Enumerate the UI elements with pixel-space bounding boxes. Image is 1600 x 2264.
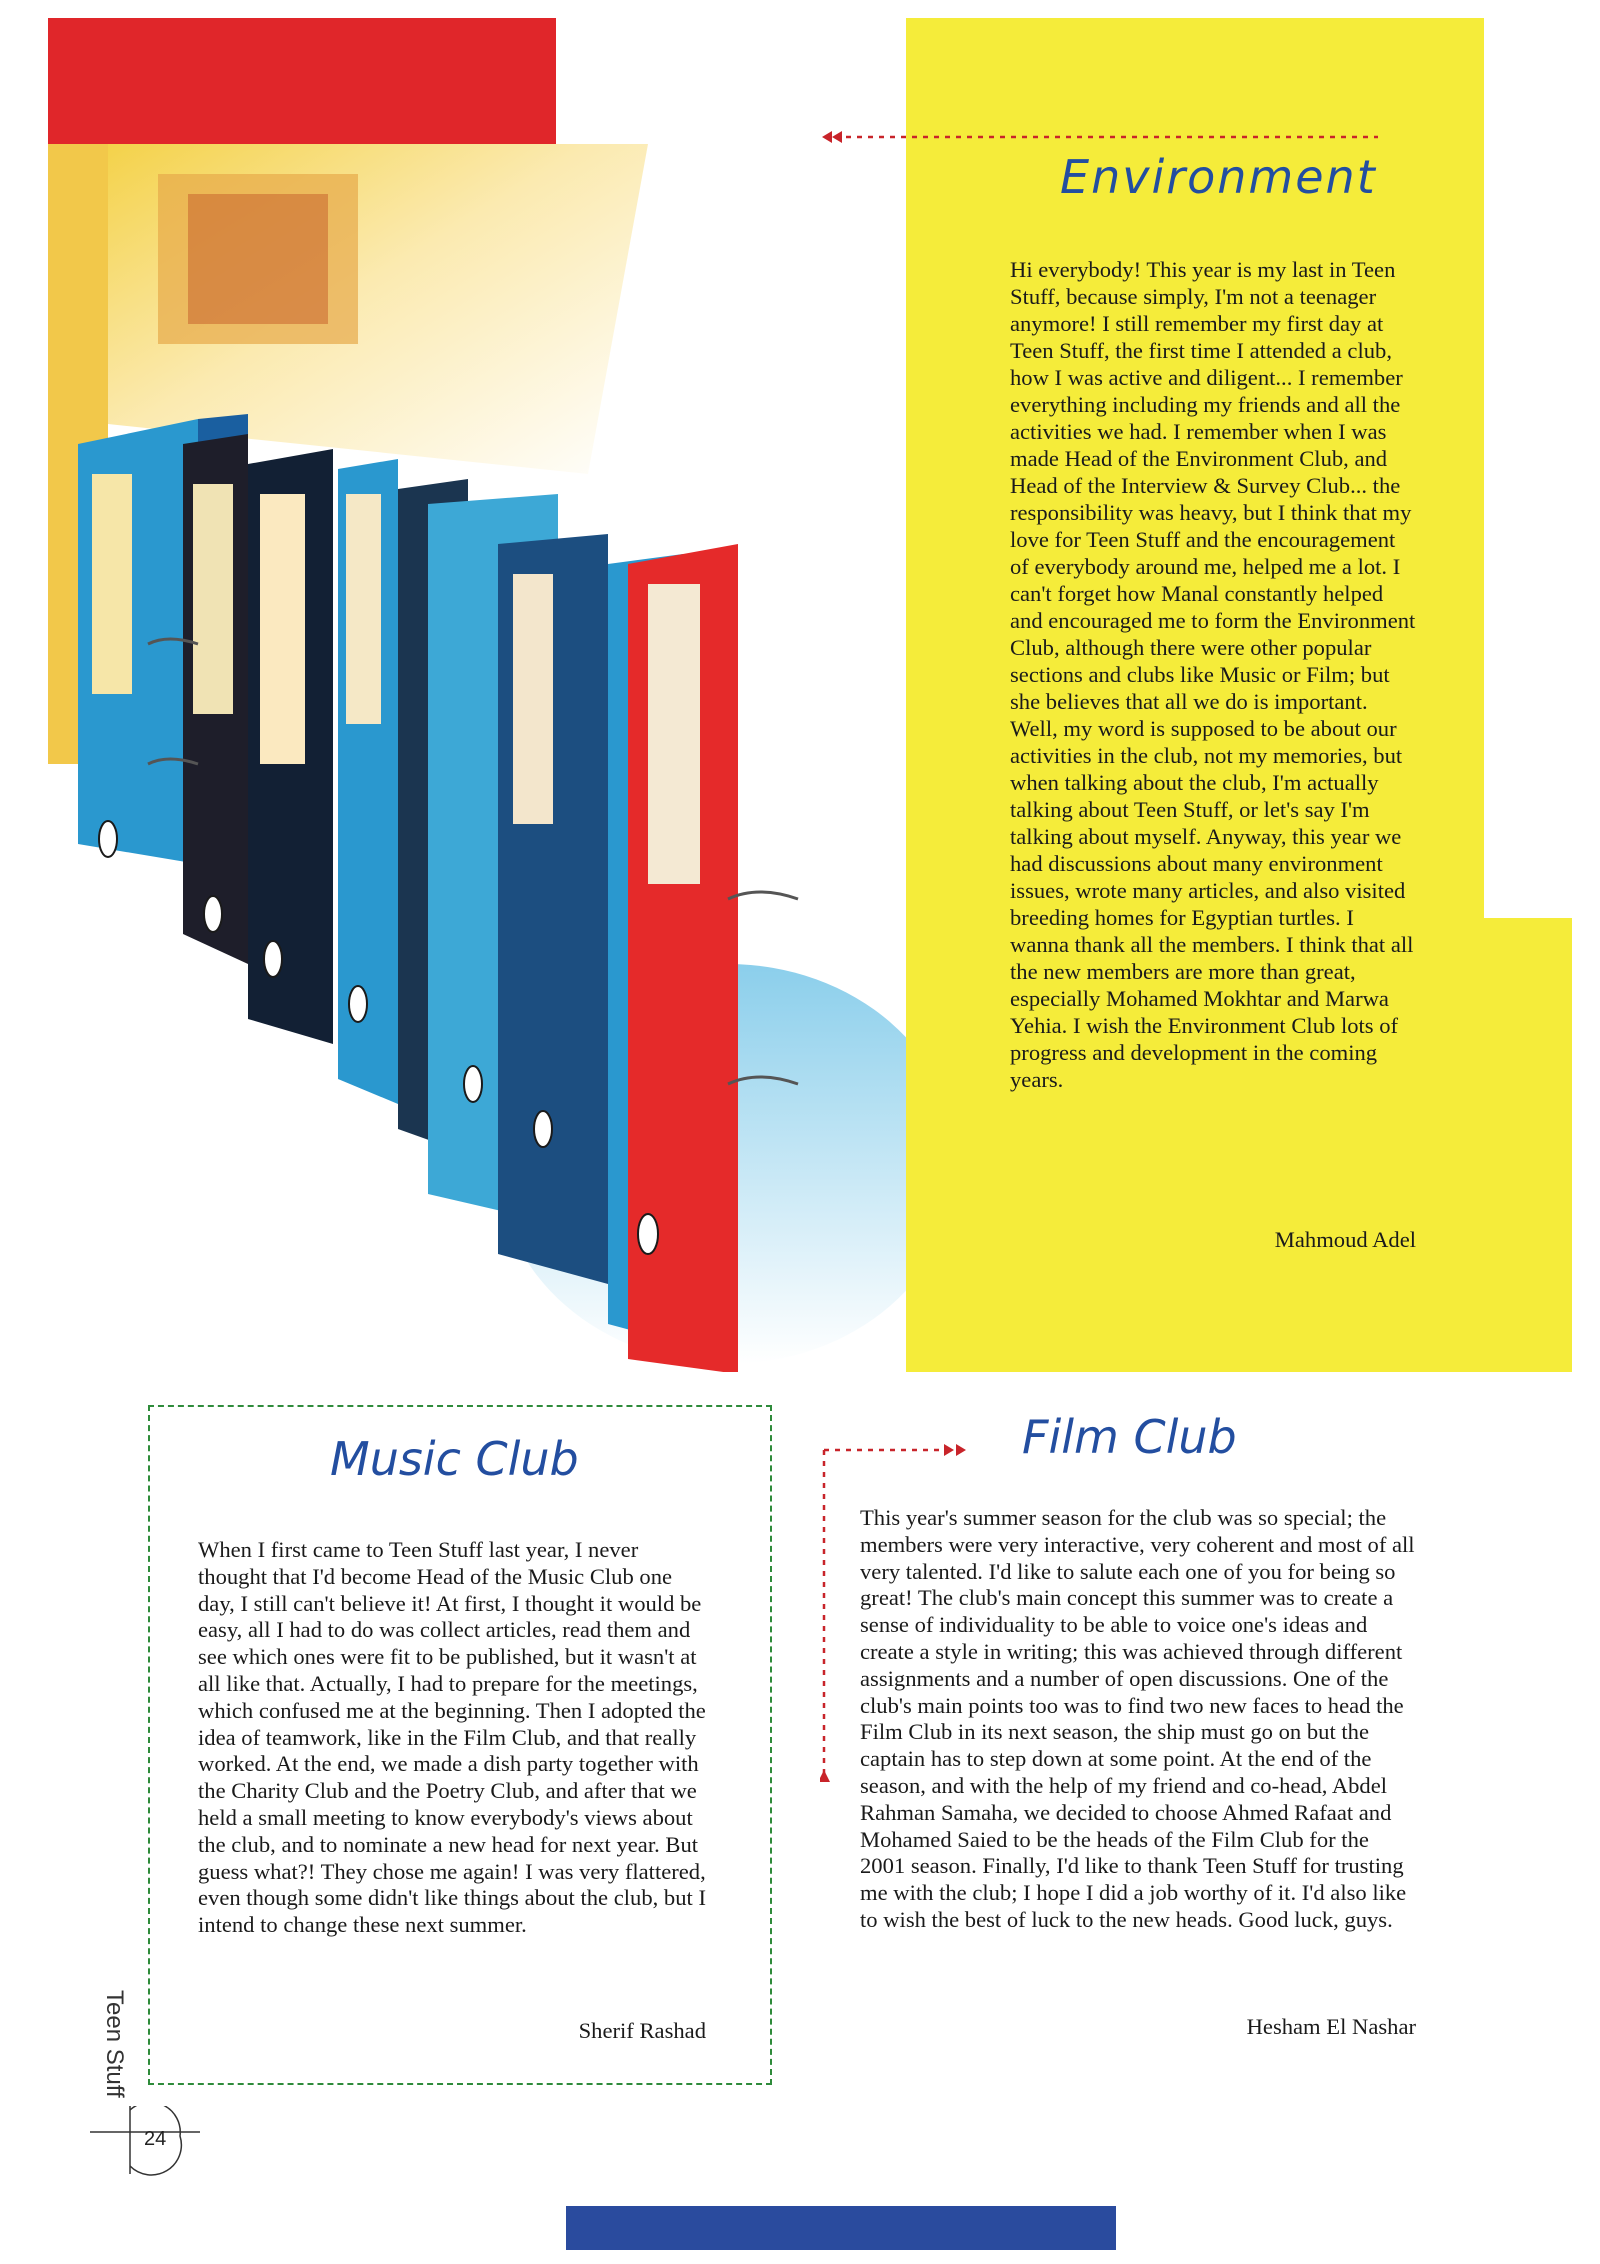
magazine-brand-text: Teen Stuff [101, 1990, 128, 2098]
environment-body: Hi everybody! This year is my last in Teen Stuff, because simply, I'm not a teenager anymore! I still remember my first day at Teen Stuff, the first time I attended a club, how I was active and diligent... I remember everything including my friends and all the activities we had. I remember when I was made Head of the Environment Club, and Head of the Interview & Survey Club... the responsibility was heavy, but I think that my love for Teen Stuff and the encouragement of everybody around me, helped me a lot. I can't forget how Manal constantly helped and encouraged me to form the Environment Club, although there were other popular sections and clubs like Music or Film; but she believes that all we do is important. Well, my word is supposed to be about our activities in the club, not my memories, but when talking about the club, I'm actually talking about Teen Stuff, or let's say I'm talking about myself. Anyway, this year we had discussions about many environment issues, wrote many articles, and also visited breeding homes for Egyptian turtles. I wanna thank all the members. I think that all the new members are more than great, especially Mohamed Mokhtar and Marwa Yehia. I wish the Environment Club lots of progress and development in the coming years. [1010, 257, 1416, 1092]
film-club-body: This year's summer season for the club was so special; the members were very interactive, very coherent and most of all very talented. I'd like to salute each one of you for being so great! The club's main concept this summer was to create a sense of individuality to be able to voice one's ideas and create a style in writing; this was achieved through different assignments and a number of open discussions. One of the club's main points too was to find two new faces to head the Film Club in its next season, the ship must go on but the captain has to step down at some point. At the end of the season, and with the help of my friend and co-head, Abdel Rahman Samaha, we decided to choose Ahmed Rafaat and Mohamed Saied to be the heads of the Film Club for the 2001 season. Finally, I'd like to thank Teen Stuff for trusting me with the club; I hope I did a job worthy of it. I'd also like to wish the best of luck to the new heads. Good luck, guys. [860, 1505, 1415, 1932]
environment-title: Environment [1060, 150, 1377, 204]
page-number: 24 [144, 2128, 167, 2150]
music-club-body: When I first came to Teen Stuff last year, I never thought that I'd become Head of the Music Club one day, I still can't believe it! At first, I thought it would be easy, all I had to do was collect articles, read them and see which ones were fit to be published, but it wasn't at all like that. Actually, I had to prepare for the meetings, which confused me at the beginning. Then I adopted the idea of teamwork, like in the Film Club, and that really worked. At the end, we made a dish party together with the Charity Club and the Poetry Club, and after that we held a small meeting to know everybody's views about the club, and to nominate a new head for next year. But guess what?! They chose me again! I was very flattered, even though some didn't like things about the club, but I intend to change these next summer. [198, 1537, 706, 1938]
binders-photo [48, 144, 908, 1372]
music-club-title: Music Club [330, 1432, 579, 1486]
left-arrow-icon [822, 130, 1382, 144]
red-header-block [48, 18, 556, 144]
film-club-author: Hesham El Nashar [1246, 2014, 1416, 2039]
environment-author: Mahmoud Adel [1274, 1227, 1416, 1252]
blue-footer-bar [566, 2206, 1116, 2250]
film-club-title: Film Club [1022, 1410, 1237, 1464]
music-club-author: Sherif Rashad [578, 2018, 706, 2043]
